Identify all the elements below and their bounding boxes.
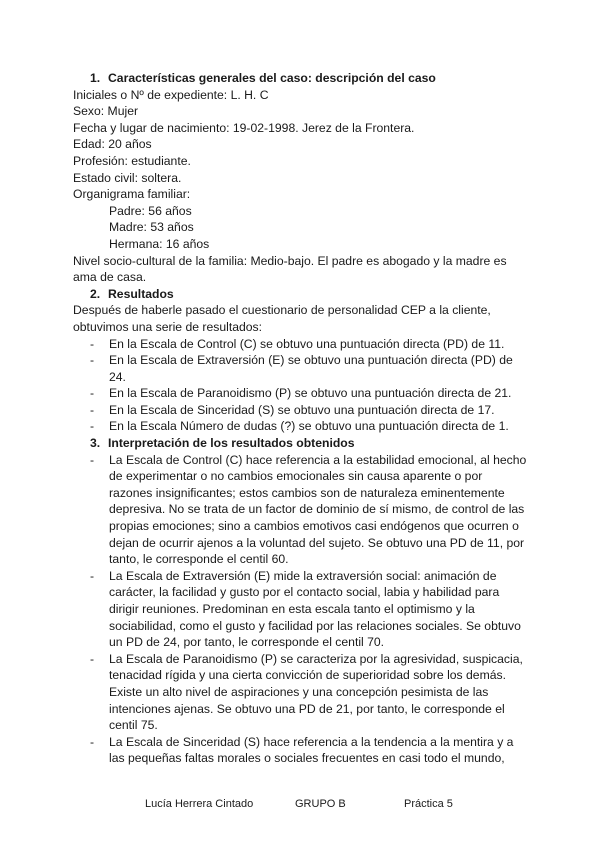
- section-2-heading: 2. Resultados: [90, 286, 174, 301]
- family-hermana: Hermana: 16 años: [109, 236, 210, 251]
- footer-practice: Práctica 5: [404, 798, 453, 810]
- field-profesion: Profesión: estudiante.: [73, 153, 191, 168]
- footer-group: GRUPO B: [295, 798, 346, 810]
- results-list: [73, 336, 528, 436]
- page-footer: [0, 796, 600, 812]
- footer-author: Lucía Herrera Cintado: [145, 798, 254, 810]
- interpretation-list: [73, 452, 528, 767]
- document-body: [73, 70, 528, 767]
- field-edad: Edad: 20 años: [73, 137, 152, 152]
- field-expediente: Iniciales o Nº de expediente: L. H. C: [73, 87, 269, 102]
- field-nivel-socio-cultural: Nivel socio-cultural de la familia: Medio-bajo. El padre es abogado y la madre es ama de casa.: [73, 253, 507, 285]
- family-padre: Padre: 56 años: [109, 203, 192, 218]
- list-item: - La Escala de Paranoidismo (P) se caracteriza por la agresividad, suspicacia, tenacidad rígida y una cierta convicción de superioridad sobre los demás. Existe un alto nivel de aspiraciones y una concepción pesimista de las intenciones ajenas. Se obtuvo una PD de 21, por tanto, le corresponde el centil 75.: [73, 651, 528, 734]
- section-3-heading: 3. Interpretación de los resultados obtenidos: [90, 436, 355, 451]
- field-nacimiento: Fecha y lugar de nacimiento: 19-02-1998. Jerez de la Frontera.: [73, 120, 415, 135]
- field-organigrama: Organigrama familiar:: [73, 187, 191, 202]
- list-item: - En la Escala de Paranoidismo (P) se obtuvo una puntuación directa de 21.: [73, 385, 528, 402]
- field-sexo: Sexo: Mujer: [73, 104, 139, 119]
- results-intro: Después de haberle pasado el cuestionario de personalidad CEP a la cliente, obtuvimos una serie de resultados:: [73, 303, 491, 334]
- list-item: - La Escala de Sinceridad (S) hace referencia a la tendencia a la mentira y a las pequeñas faltas morales o sociales frecuentes en casi todo el mundo,: [73, 734, 528, 767]
- field-estado-civil: Estado civil: soltera.: [73, 170, 182, 185]
- family-madre: Madre: 53 años: [109, 220, 194, 235]
- list-item: - En la Escala de Extraversión (E) se obtuvo una puntuación directa (PD) de 24.: [73, 352, 528, 385]
- list-item: - La Escala de Control (C) hace referencia a la estabilidad emocional, al hecho de experimentar o no cambios emocionales sin causa aparente o por razones insignificantes; estos cambios son de naturaleza eminentemente depresiva. No se trata de un factor de dominio de sí mismo, de control de las propias emociones; sino a cambios emotivos casi endógenos que ocurren o dejan de ocurrir ajenos a la voluntad del sujeto. Se obtuvo una PD de 11, por tanto, le corresponde el centil 60.: [73, 452, 528, 568]
- list-item: - La Escala de Extraversión (E) mide la extraversión social: animación de carácter, la facilidad y gusto por el contacto social, labia y habilidad para dirigir reuniones. Predominan en esta escala tanto el optimismo y la sociabilidad, como el gusto y facilidad por las relaciones sociales. Se obtuvo un PD de 24, por tanto, le corresponde el centil 70.: [73, 568, 528, 651]
- list-item: - En la Escala de Sinceridad (S) se obtuvo una puntuación directa de 17.: [73, 402, 528, 419]
- section-1-heading: 1. Características generales del caso: descripción del caso: [90, 71, 436, 85]
- list-item: - En la Escala de Control (C) se obtuvo una puntuación directa (PD) de 11.: [73, 336, 528, 353]
- list-item: - En la Escala Número de dudas (?) se obtuvo una puntuación directa de 1.: [73, 418, 528, 435]
